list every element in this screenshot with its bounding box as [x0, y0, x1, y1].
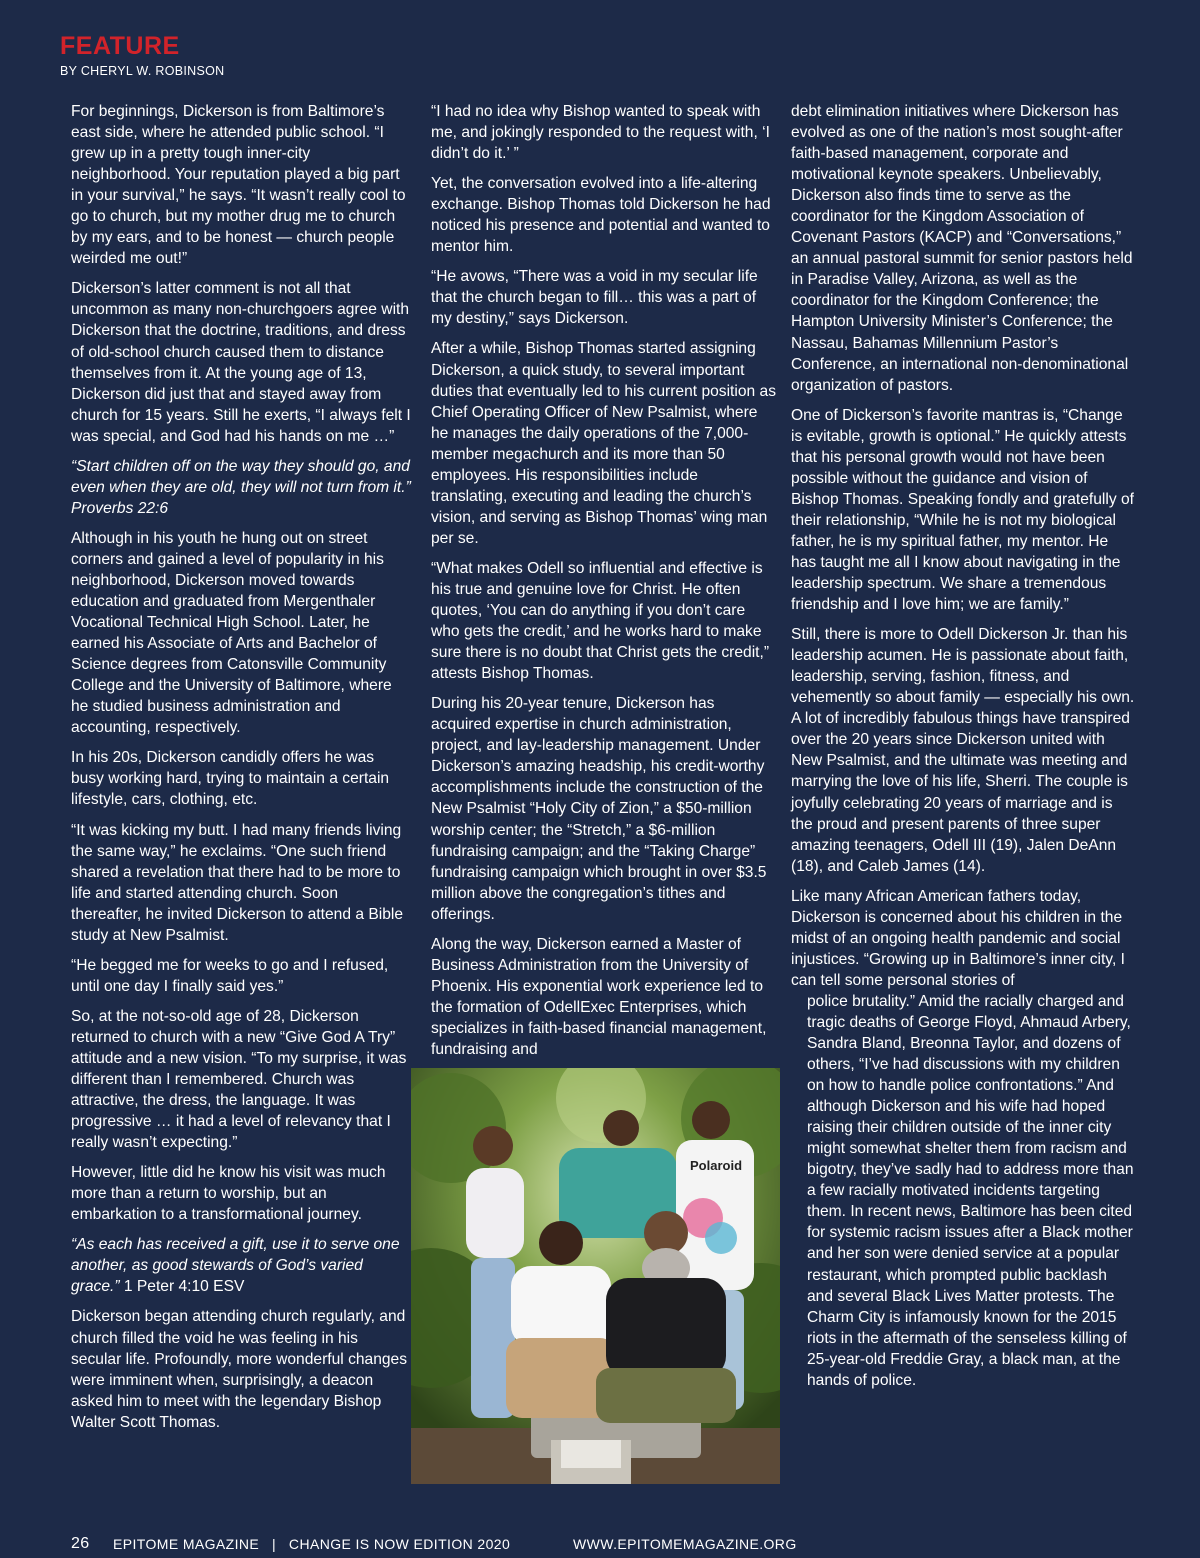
- paragraph: For beginnings, Dickerson is from Baltimore’s east side, where he attended public school. “I grew up in a pretty tough inner-city neighborhood. Your reputation played a big part in your survival,” he says. “It wasn’t really cool to go to church, but my mother drug me to church by my ears, and to be honest — church people weirded me out!”: [71, 103, 406, 268]
- paragraph: Dickerson’s latter comment is not all that uncommon as many non-churchgoers agree with Dickerson that the doctrine, traditions, and dress of old-school church caused them to distance themselves from it. At the young age of 13, Dickerson did just that and stayed away from church for 15 years. Still he exerts, “I always felt I was special, and God had his hands on me …”: [71, 280, 411, 445]
- scripture-quote-text: “As each has received a gift, use it to serve one another, as good stewards of God’s varied grace.”: [71, 1236, 400, 1296]
- paragraph: After a while, Bishop Thomas started assigning Dickerson, a quick study, to several important duties that eventually led to his current position as Chief Operating Officer of New Psalmist, where he manages the daily operations of the 7,000-member megachurch and its more than 50 employees. His responsibilities include translating, executing and leading the church’s vision, and serving as Bishop Thomas’ wing man per se.: [431, 340, 776, 547]
- paragraph: So, at the not-so-old age of 28, Dickerson returned to church with a new “Give God A Try” attitude and a new vision. “To my surprise, it was different than I remembered. Church was attractive, the dress, the language. It was progressive … it had a level of relevancy that I really wasn’t expecting.”: [71, 1007, 407, 1152]
- paragraph: Along the way, Dickerson earned a Master of Business Administration from the University of Phoenix. His exponential work experience led to the formation of OdellExec Enterprises, which specializes in faith-based financial management, fundraising and: [431, 935, 767, 1058]
- article-column-1: [71, 101, 411, 1442]
- magazine-edition: EPITOME MAGAZINE | CHANGE IS NOW EDITION 2020: [113, 1536, 511, 1552]
- paragraph: debt elimination initiatives where Dickerson has evolved as one of the nation’s most sought-after faith-based management, corporate and motivational keynote speakers. Unbelievably, Dickerson also finds time to serve as the coordinator for the Kingdom Association of Covenant Pastors (KACP) and “Conversations,” an annual pastoral summit for senior pastors held in Paradise Valley, Arizona, as well as the coordinator for the Kingdom Conference; the Hampton University Minister’s Conference; the Nassau, Bahamas Millennium Pastor’s Conference, an international non-denominational organization of pastors.: [791, 103, 1133, 394]
- family-photo-illustration: [411, 1068, 780, 1484]
- paragraph: Still, there is more to Odell Dickerson Jr. than his leadership acumen. He is passionate about faith, leadership, serving, fashion, fitness, and vehemently so about family — especially his own. A lot of incredibly fabulous things have transpired over the 20 years since Dickerson united with New Psalmist, and the ultimate was meeting and marrying the love of his life, Sherri. The couple is joyfully celebrating 20 years of marriage and is the proud and present parents of three super amazing teenagers, Odell III (19), Jalen DeAnn (18), and Caleb James (14).: [791, 626, 1135, 875]
- author-byline: BY CHERYL W. ROBINSON: [60, 64, 225, 78]
- paragraph-indented: police brutality.” Amid the racially charged and tragic deaths of George Floyd, Ahmaud Arbery, Sandra Bland, Breonna Taylor, and dozens of others, “I’ve had discussions with my children on how to handle police confrontations.” And although Dickerson and his wife had hoped raising their children outside of the inner city might somewhat shelter them from racism and bigotry, they’ve sadly had to address more than a few racially motivated incidents targeting them. In recent news, Baltimore has been cited for systemic racism issues after a Black mother and her son were denied service at a popular restaurant, which prompted public backlash and several Black Lives Matter protests. The Charm City is infamously known for the 2015 riots in the aftermath of the senseless killing of 25-year-old Freddie Gray, a black man, at the hands of police.: [807, 992, 1134, 1389]
- section-kicker: FEATURE: [60, 32, 180, 60]
- website-url[interactable]: WWW.EPITOMEMAGAZINE.ORG: [573, 1536, 797, 1552]
- family-photo: [411, 1068, 780, 1484]
- article-column-2: [431, 101, 776, 1069]
- shirt-print-text: Polaroid: [690, 1158, 743, 1173]
- paragraph: “He avows, “There was a void in my secular life that the church began to fill… this was a part of my destiny,” says Dickerson.: [431, 268, 758, 328]
- article-column-3: [791, 101, 1136, 1400]
- scripture-quote: [71, 1234, 411, 1297]
- paragraph: One of Dickerson’s favorite mantras is, “Change is evitable, growth is optional.” He quickly attests that his personal growth would not have been possible without the guidance and vision of Bishop Thomas. Speaking fondly and gratefully of their relationship, “While he is not my biological father, he is my spiritual father, my mentor. He has taught me all I know about navigating in the leadership spectrum. We share a tremendous friendship and I love him; we are family.”: [791, 406, 1134, 614]
- paragraph: Dickerson began attending church regularly, and church filled the void he was feeling in his secular life. Profoundly, more wonderful changes were imminent when, surprisingly, a deacon asked him to meet with the legendary Bishop Walter Scott Thomas.: [71, 1308, 408, 1431]
- paragraph: However, little did he know his visit was much more than a return to worship, but an embarkation to a transformational journey.: [71, 1164, 386, 1224]
- paragraph: Like many African American fathers today, Dickerson is concerned about his children in the midst of an ongoing health pandemic and social injustices. “Growing up in Baltimore’s inner city, I can tell some personal stories of: [791, 887, 1125, 989]
- paragraph: Although in his youth he hung out on street corners and gained a level of popularity in his neighborhood, Dickerson moved towards education and graduated from Mergenthaler Vocational Technical High School. Later, he earned his Associate of Arts and Bachelor of Science degrees from Catonsville Community College and the University of Baltimore, where he studied business administration and accounting, respectively.: [71, 529, 392, 737]
- scripture-reference: 1 Peter 4:10 ESV: [119, 1278, 245, 1296]
- page-number: 26: [71, 1535, 90, 1552]
- paragraph: “I had no idea why Bishop wanted to speak with me, and jokingly responded to the request with, ‘I didn’t do it.’ ”: [431, 103, 770, 163]
- scripture-quote: “Start children off on the way they should go, and even when they are old, they will not turn from it.” Proverbs 22:6: [71, 457, 411, 517]
- paragraph: In his 20s, Dickerson candidly offers he was busy working hard, trying to maintain a certain lifestyle, cars, clothing, etc.: [71, 749, 390, 809]
- paragraph: “It was kicking my butt. I had many friends living the same way,” he exclaims. “One such friend shared a revelation that there had to be more to life and started attending church. Soon thereafter, he invited Dickerson to attend a Bible study at New Psalmist.: [71, 821, 403, 944]
- paragraph: Yet, the conversation evolved into a life-altering exchange. Bishop Thomas told Dickerson he had noticed his presence and potential and wanted to mentor him.: [431, 175, 771, 256]
- paragraph: “What makes Odell so influential and effective is his true and genuine love for Christ. He often quotes, ‘You can do anything if you don’t care who gets the credit,’ and he works hard to make sure there is no doubt that Christ gets the credit,” attests Bishop Thomas.: [431, 559, 770, 683]
- paragraph: “He begged me for weeks to go and I refused, until one day I finally said yes.”: [71, 956, 389, 995]
- paragraph: During his 20-year tenure, Dickerson has acquired expertise in church administration, project, and lay-leadership management. Under Dickerson’s amazing headship, his credit-worthy accomplishments include the construction of the New Psalmist “Holy City of Zion,” a $50-million worship center; the “Stretch,” a $6-million fundraising campaign; and the “Taking Charge” fundraising campaign which brought in over $3.5 million above the congregation’s tithes and offerings.: [431, 695, 767, 923]
